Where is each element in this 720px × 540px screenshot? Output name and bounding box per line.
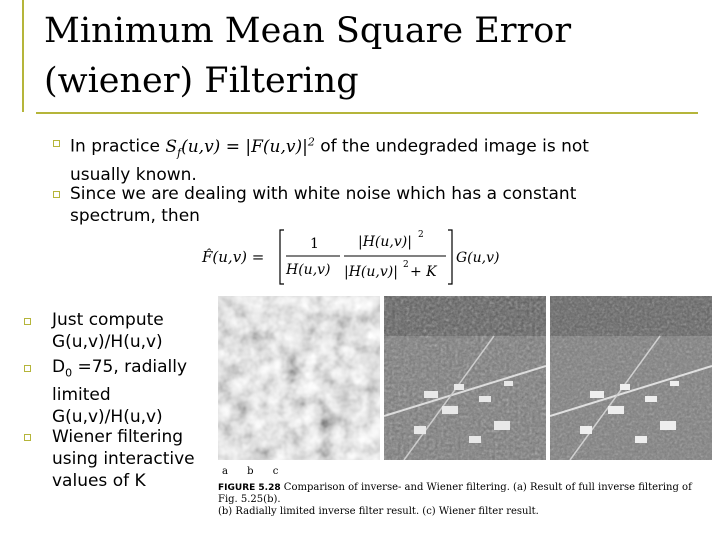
title-line-2: (wiener) Filtering [44, 61, 359, 101]
bullet-square-icon [24, 318, 31, 325]
bullet-square-icon [24, 434, 31, 441]
frac1-numerator: 1 [310, 236, 319, 252]
wiener-formula-svg [200, 226, 510, 288]
spectrum-equation: $S_f(u,v) = |F(u,v)|^2$ [165, 135, 315, 160]
bullet-top-1 [70, 131, 710, 186]
frac2-numerator: |H(u,v)| [358, 234, 412, 250]
bullet-left-1: Just compute G(u,v)/H(u,v) [52, 310, 164, 352]
frac2-denominator-k: + K [410, 264, 437, 280]
frac2-denominator-exp: 2 [403, 260, 409, 270]
figure-panel-a-noise [218, 296, 380, 460]
figure-panel-letters: a b c [222, 466, 287, 477]
title-line-1: Minimum Mean Square Error [44, 11, 572, 51]
frac2-numerator-exp: 2 [418, 230, 424, 240]
bullet-left-3: Wiener filtering using interactive values of K [52, 427, 195, 491]
formula-rhs: G(u,v) [456, 250, 500, 266]
formula-lhs: F̂(u,v) = [202, 248, 265, 266]
left-accent-rule [22, 0, 24, 112]
slide-title [44, 6, 571, 106]
figure-panel-c-aerial [550, 296, 712, 460]
bullet-left-2: $D_0 =75$, radially limited G(u,v)/H(u,v) [52, 357, 188, 428]
figure-caption: FIGURE 5.28 Comparison of inverse- and Wiener filtering. (a) Result of full inverse filtering of Fig. 5.25(b). (b) Radially limited inverse filter result. (c) Wiener filter result. [218, 482, 692, 517]
bullet-top-2: Since we are dealing with white noise which has a constant spectrum, then [70, 184, 577, 226]
title-underline [36, 112, 698, 114]
frac2-denominator: |H(u,v)| [344, 264, 398, 280]
bullet-square-icon [53, 191, 60, 198]
wiener-formula [200, 226, 510, 288]
caption-label: FIGURE 5.28 [218, 483, 281, 493]
frac1-denominator: H(u,v) [286, 262, 331, 278]
bullet-top-1-cont: usually known. [70, 165, 197, 186]
left-bracket [280, 230, 284, 284]
bullet-square-icon [53, 140, 60, 147]
bullet-square-icon [24, 365, 31, 372]
right-bracket [448, 230, 452, 284]
figure-panel-b-aerial [384, 296, 546, 460]
bullet-top-1-prefix: In practice [70, 136, 166, 157]
bullet-top-1-suffix: of the undegraded image is not [314, 136, 589, 157]
